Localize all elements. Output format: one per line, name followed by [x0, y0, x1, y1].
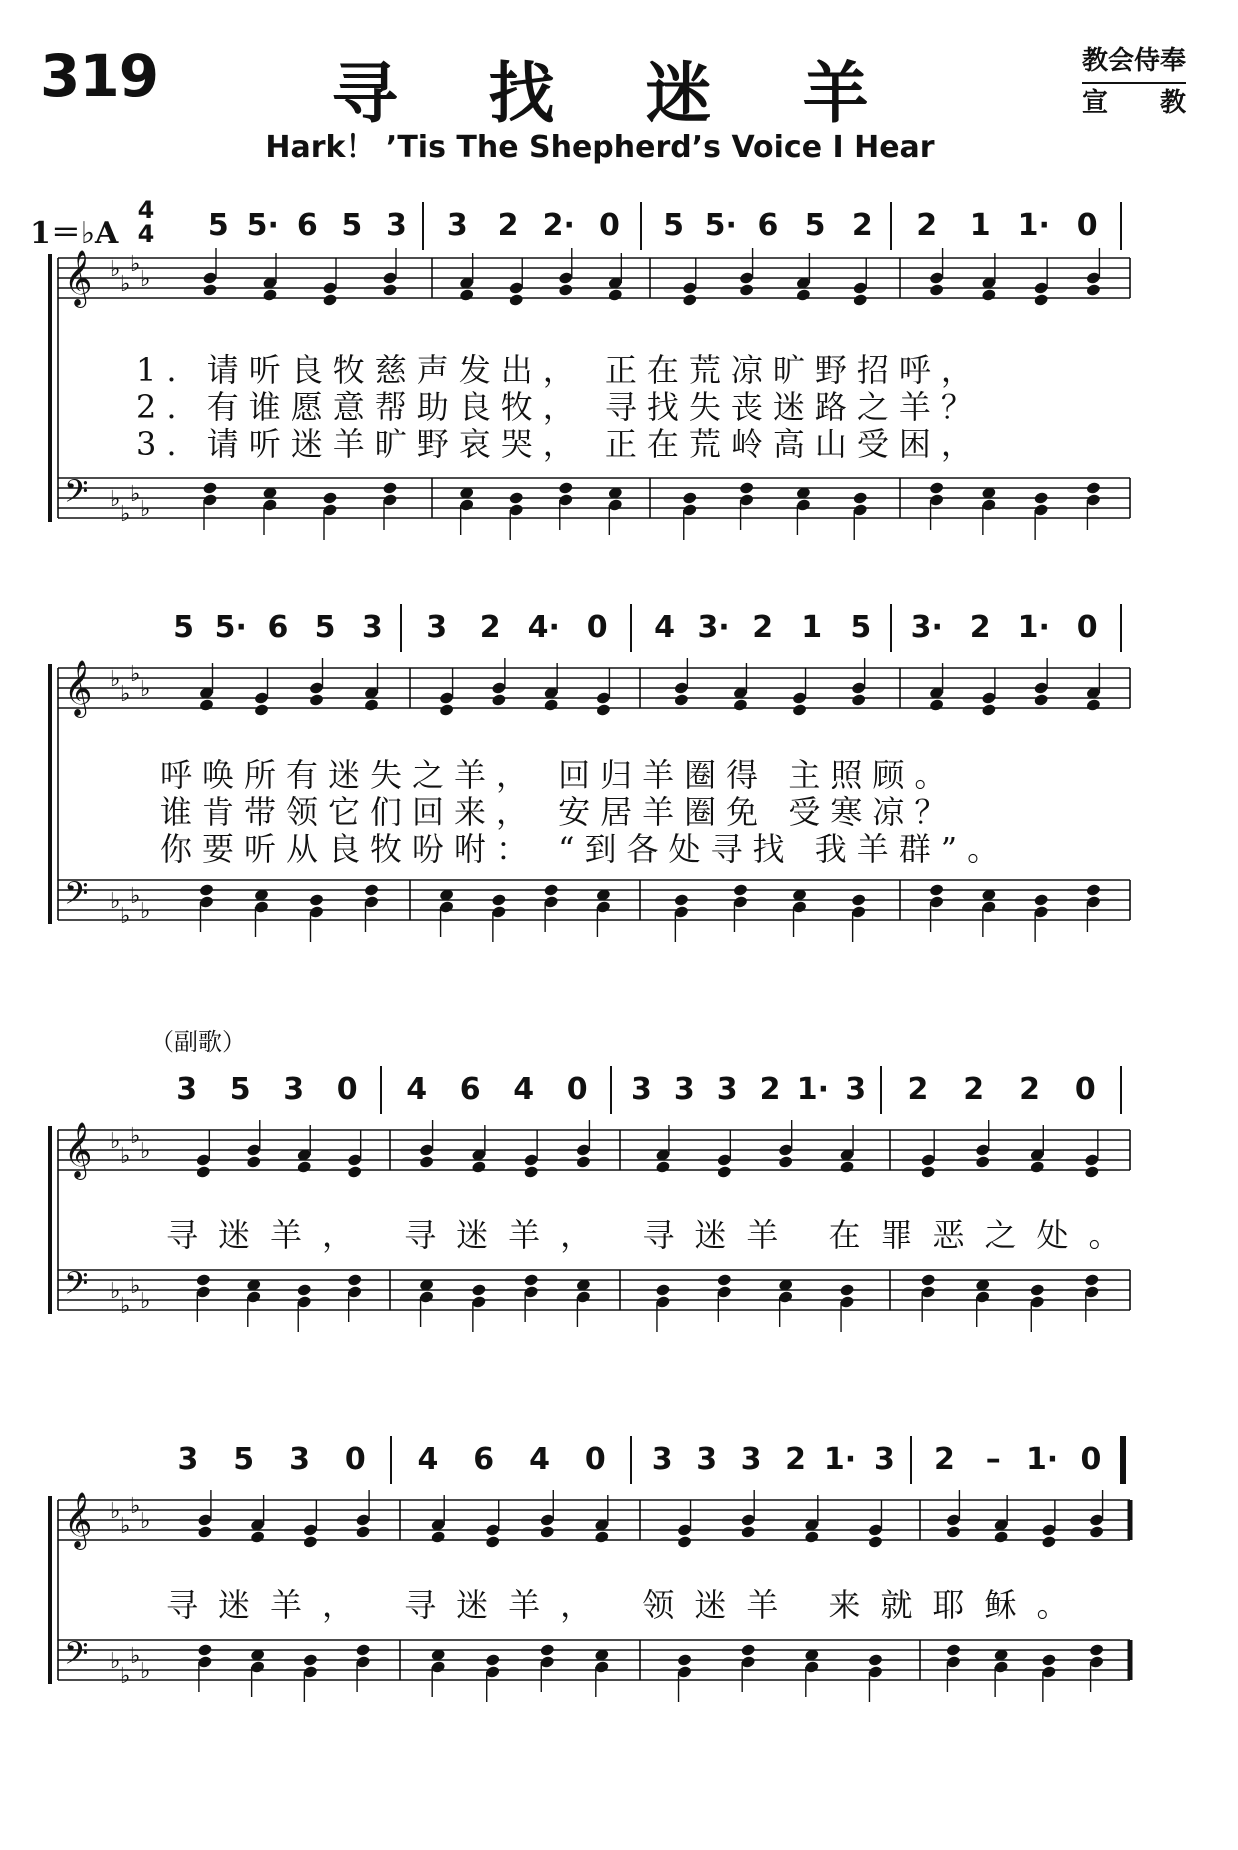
treble-clef-icon: 𝄞	[64, 250, 93, 306]
notehead	[303, 1535, 319, 1549]
jianpu-note: 2	[1019, 1072, 1040, 1107]
flat-icon: ♭	[130, 662, 141, 687]
bass-clef-icon: 𝄢	[64, 1265, 89, 1309]
jianpu-note: 3	[289, 1442, 310, 1477]
jianpu-note: 4	[513, 1072, 535, 1107]
jianpu-note: 3	[651, 1442, 673, 1477]
jianpu-note: 0	[336, 1072, 358, 1107]
notehead	[674, 893, 690, 907]
notehead	[839, 1160, 855, 1174]
notehead	[739, 481, 755, 495]
jianpu-note: 6	[757, 208, 779, 243]
notehead	[674, 693, 690, 707]
notehead	[199, 698, 215, 712]
jianpu-note: 0	[344, 1442, 366, 1477]
bass-clef-icon: 𝄢	[64, 1635, 89, 1679]
notehead	[929, 883, 945, 897]
notehead	[1084, 1273, 1100, 1287]
jianpu-note: 0	[1074, 1072, 1096, 1107]
notehead	[929, 481, 945, 495]
notehead	[733, 698, 749, 712]
notehead	[682, 293, 698, 307]
notehead	[419, 1155, 435, 1169]
jianpu-note: 5	[314, 610, 336, 645]
flat-icon: ♭	[110, 889, 121, 914]
notehead	[539, 1525, 555, 1539]
jianpu-note: 1·	[796, 1072, 829, 1107]
jianpu-note: 2	[907, 1072, 929, 1107]
notehead	[677, 1653, 693, 1667]
notehead	[202, 283, 218, 297]
flat-icon: ♭	[130, 884, 141, 909]
notehead	[740, 1525, 756, 1539]
treble-clef-icon: 𝄞	[64, 1122, 93, 1178]
notehead	[655, 1160, 671, 1174]
notehead	[471, 1160, 487, 1174]
bass-clef-icon: 𝄢	[64, 875, 89, 919]
jianpu-note: 3	[446, 208, 468, 243]
flat-icon: ♭	[140, 1139, 151, 1164]
jianpu-note: 4·	[527, 610, 560, 645]
notehead	[439, 703, 455, 717]
treble-clef-icon: 𝄞	[64, 660, 93, 716]
notehead	[558, 283, 574, 297]
notehead	[1089, 1525, 1105, 1539]
jianpu-note: 5	[173, 610, 195, 645]
jianpu-note: 5	[229, 1072, 251, 1107]
notehead	[929, 283, 945, 297]
jianpu-note: 0	[586, 610, 608, 645]
jianpu-note: 2	[969, 610, 991, 645]
notehead	[981, 288, 997, 302]
notehead	[523, 1273, 539, 1287]
hymn-subtitle: Hark！ ’Tis The Shepherd’s Voice I Hear	[265, 130, 935, 165]
notehead	[733, 883, 749, 897]
jianpu-note: 3	[630, 1072, 652, 1107]
notehead	[196, 1273, 212, 1287]
notehead	[491, 693, 507, 707]
notehead	[740, 1643, 756, 1657]
notehead	[202, 481, 218, 495]
notehead	[309, 893, 325, 907]
notehead	[322, 491, 338, 505]
flat-icon: ♭	[130, 252, 141, 277]
jianpu-note: 6	[459, 1072, 481, 1107]
jianpu-note: 2	[933, 1442, 955, 1477]
flat-icon: ♭	[120, 904, 131, 929]
jianpu-note: 1·	[1017, 610, 1050, 645]
flat-icon: ♭	[130, 1274, 141, 1299]
notehead	[250, 1530, 266, 1544]
jianpu-note: 2	[479, 610, 501, 645]
notehead	[246, 1155, 262, 1169]
flat-icon: ♭	[140, 497, 151, 522]
refrain-label: （副歌）	[150, 1028, 246, 1056]
time-signature-top: 4	[137, 196, 155, 224]
notehead	[382, 481, 398, 495]
notehead	[608, 288, 624, 302]
jianpu-note: 4	[529, 1442, 550, 1477]
notehead	[1086, 481, 1102, 495]
notehead	[796, 288, 812, 302]
jianpu-note: 3	[716, 1072, 738, 1107]
notehead	[303, 1653, 319, 1667]
jianpu-note: 5·	[704, 208, 737, 243]
jianpu-note: 0	[1076, 208, 1098, 243]
flat-icon: ♭	[130, 482, 141, 507]
lyric-refrain-line-1: 寻迷羊， 寻迷羊， 寻迷羊 在罪恶之处。	[166, 1216, 1141, 1254]
notehead	[682, 491, 698, 505]
notehead	[792, 703, 808, 717]
flat-icon: ♭	[110, 487, 121, 512]
jianpu-note: 1·	[823, 1442, 857, 1477]
notehead	[655, 1283, 671, 1297]
notehead	[347, 1165, 363, 1179]
category-secondary: 宣教	[1081, 88, 1238, 118]
jianpu-note: 3	[176, 1072, 198, 1107]
notehead	[539, 1643, 555, 1657]
bass-clef-icon: 𝄢	[64, 473, 89, 517]
notehead	[868, 1653, 884, 1667]
jianpu-note: 0	[566, 1072, 588, 1107]
notehead	[508, 293, 524, 307]
jianpu-note: 1	[801, 610, 823, 645]
notehead	[543, 698, 559, 712]
jianpu-note: 3	[361, 610, 383, 645]
jianpu-note: 0	[584, 1442, 606, 1477]
jianpu-note: 2·	[542, 208, 575, 243]
notehead	[576, 1155, 592, 1169]
notehead	[868, 1535, 884, 1549]
notehead	[1033, 491, 1049, 505]
flat-icon: ♭	[130, 1124, 141, 1149]
flat-icon: ♭	[120, 502, 131, 527]
notehead	[199, 883, 215, 897]
jianpu-note: 6	[473, 1442, 495, 1477]
flat-icon: ♭	[140, 899, 151, 924]
notehead	[364, 698, 380, 712]
notehead	[382, 283, 398, 297]
jianpu-note: 2	[785, 1442, 806, 1477]
notehead	[739, 283, 755, 297]
flat-icon: ♭	[110, 667, 121, 692]
jianpu-note: 6	[267, 610, 289, 645]
lyric-verse-3-line-1: 3. 请听迷羊旷野哀哭， 正在荒岭高山受困，	[136, 425, 983, 463]
flat-icon: ♭	[120, 682, 131, 707]
jianpu-note: 3	[740, 1442, 762, 1477]
key-signature-label: 1＝♭A	[30, 216, 119, 251]
notehead	[1086, 283, 1102, 297]
notehead	[946, 1525, 962, 1539]
notehead	[975, 1155, 991, 1169]
jianpu-note: 2	[963, 1072, 985, 1107]
lyric-verse-2-line-1: 2. 有谁愿意帮助良牧， 寻找失丧迷路之羊？	[136, 388, 983, 426]
jianpu-note: 2	[497, 208, 519, 243]
flat-icon: ♭	[140, 1289, 151, 1314]
notehead	[1029, 1160, 1045, 1174]
notehead	[1086, 883, 1102, 897]
jianpu-note: 3	[673, 1072, 695, 1107]
notehead	[508, 491, 524, 505]
lyric-refrain-line-2: 寻迷羊， 寻迷羊， 领迷羊 来就耶稣。	[166, 1586, 1089, 1624]
notehead	[852, 293, 868, 307]
flat-icon: ♭	[140, 1659, 151, 1684]
notehead	[993, 1530, 1009, 1544]
notehead	[717, 1165, 733, 1179]
jianpu-note: 2	[752, 610, 774, 645]
flat-icon: ♭	[110, 1649, 121, 1674]
flat-icon: ♭	[110, 1279, 121, 1304]
notehead	[1041, 1653, 1057, 1667]
notehead	[196, 1165, 212, 1179]
hymn-title: 寻 找 迷 羊	[331, 54, 903, 132]
notehead	[296, 1283, 312, 1297]
notehead	[347, 1273, 363, 1287]
jianpu-note: 5	[341, 208, 363, 243]
notehead	[839, 1283, 855, 1297]
notehead	[1041, 1535, 1057, 1549]
lyric-verse-1-line-2: 呼唤所有迷失之羊， 回归羊圈得 主照顾。	[160, 756, 957, 794]
flat-icon: ♭	[120, 272, 131, 297]
notehead	[558, 481, 574, 495]
jianpu-note: 2	[851, 208, 873, 243]
notehead	[364, 883, 380, 897]
notehead	[543, 883, 559, 897]
jianpu-note: 3·	[697, 610, 730, 645]
notehead	[677, 1535, 693, 1549]
notehead	[596, 703, 612, 717]
jianpu-note: 4	[654, 610, 675, 645]
jianpu-note: 0	[1076, 610, 1098, 645]
notehead	[322, 293, 338, 307]
notehead	[296, 1160, 312, 1174]
notehead	[355, 1643, 371, 1657]
jianpu-note: 5	[850, 610, 872, 645]
notehead	[920, 1273, 936, 1287]
flat-icon: ♭	[110, 1129, 121, 1154]
jianpu-note: 4	[406, 1072, 428, 1107]
notehead	[1033, 293, 1049, 307]
notehead	[804, 1530, 820, 1544]
jianpu-note: 1·	[1017, 208, 1050, 243]
jianpu-note: 3	[426, 610, 448, 645]
flat-icon: ♭	[110, 257, 121, 282]
flat-icon: ♭	[130, 1644, 141, 1669]
notehead	[471, 1283, 487, 1297]
notehead	[1033, 693, 1049, 707]
jianpu-note: 3	[874, 1442, 895, 1477]
flat-icon: ♭	[120, 1514, 131, 1539]
jianpu-note: 5·	[246, 208, 279, 243]
jianpu-note: 5	[663, 208, 685, 243]
jianpu-note: 5	[207, 208, 229, 243]
notehead	[852, 491, 868, 505]
notehead	[459, 288, 475, 302]
flat-icon: ♭	[120, 1664, 131, 1689]
jianpu-note: 6	[296, 208, 318, 243]
jianpu-note: 3	[385, 208, 407, 243]
notehead	[491, 893, 507, 907]
lyric-verse-2-line-2: 谁肯带领它们回来， 安居羊圈免 受寒凉？	[160, 793, 957, 831]
jianpu-note: 2	[916, 208, 938, 243]
hymn-number: 319	[40, 42, 159, 110]
notehead	[851, 893, 867, 907]
notehead	[430, 1530, 446, 1544]
notehead	[981, 703, 997, 717]
notehead	[355, 1525, 371, 1539]
notehead	[197, 1525, 213, 1539]
flat-icon: ♭	[140, 267, 151, 292]
notehead	[1089, 1643, 1105, 1657]
notehead	[594, 1530, 610, 1544]
jianpu-note: 0	[1080, 1442, 1102, 1477]
notehead	[309, 693, 325, 707]
jianpu-note: 5·	[214, 610, 247, 645]
notehead	[485, 1535, 501, 1549]
jianpu-note: 3·	[910, 610, 943, 645]
jianpu-note: 1	[969, 208, 991, 243]
notehead	[197, 1643, 213, 1657]
jianpu-note: 3	[177, 1442, 199, 1477]
notehead	[920, 1165, 936, 1179]
jianpu-note: 5	[804, 208, 826, 243]
notehead	[1029, 1283, 1045, 1297]
notehead	[254, 703, 270, 717]
notehead	[262, 288, 278, 302]
jianpu-note: 4	[417, 1442, 439, 1477]
flat-icon: ♭	[110, 1499, 121, 1524]
jianpu-note: –	[985, 1442, 1001, 1477]
notehead	[929, 698, 945, 712]
notehead	[523, 1165, 539, 1179]
notehead	[717, 1273, 733, 1287]
notehead	[778, 1155, 794, 1169]
jianpu-note: 2	[759, 1072, 781, 1107]
flat-icon: ♭	[140, 677, 151, 702]
notehead	[851, 693, 867, 707]
notehead	[946, 1643, 962, 1657]
jianpu-note: 3	[283, 1072, 305, 1107]
flat-icon: ♭	[120, 1294, 131, 1319]
lyric-verse-1-line-1: 1. 请听良牧慈声发出， 正在荒凉旷野招呼，	[136, 351, 983, 389]
time-signature-bottom: 4	[137, 220, 155, 248]
notehead	[1084, 1165, 1100, 1179]
treble-clef-icon: 𝄞	[64, 1492, 93, 1548]
notehead	[1086, 698, 1102, 712]
jianpu-note: 5	[233, 1442, 255, 1477]
jianpu-note: 3	[845, 1072, 867, 1107]
notehead	[1033, 893, 1049, 907]
notehead	[485, 1653, 501, 1667]
flat-icon: ♭	[140, 1509, 151, 1534]
jianpu-note: 0	[599, 208, 620, 243]
jianpu-note: 3	[696, 1442, 718, 1477]
lyric-verse-3-line-2: 你要听从良牧吩咐： “到各处寻找 我羊群”。	[160, 830, 1010, 868]
jianpu-note: 1·	[1025, 1442, 1059, 1477]
flat-icon: ♭	[120, 1144, 131, 1169]
flat-icon: ♭	[130, 1494, 141, 1519]
category-primary: 教会侍奉	[1082, 42, 1186, 84]
